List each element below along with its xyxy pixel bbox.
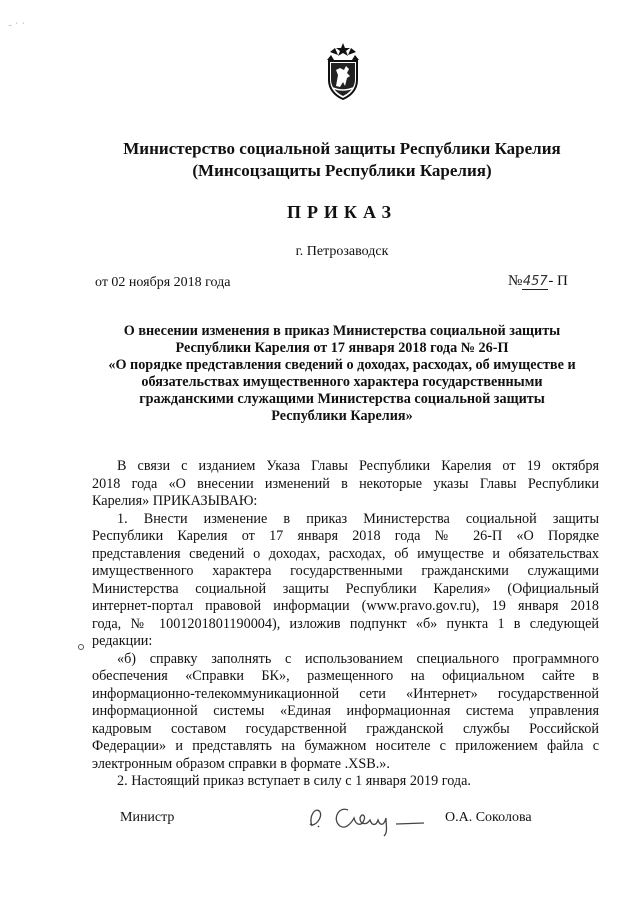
body-line: Республики Карелия от 17 января 2018 года № 26-П «О Порядке	[92, 528, 599, 544]
order-body	[92, 458, 599, 791]
body-line: Карелия» ПРИКАЗЫВАЮ:	[92, 493, 258, 509]
body-line: электронным образом справки в формате .XSB.».	[92, 755, 390, 772]
karelia-coat-of-arms-icon	[323, 42, 363, 100]
subject-line: Республики Карелия от 17 января 2018 года № 26-П	[175, 340, 509, 356]
subject-line: Республики Карелия»	[271, 408, 413, 424]
body-line: информационной системы «Единая информационная система управления	[92, 703, 599, 719]
city: г. Петрозаводск	[295, 244, 389, 259]
body-line: интернет-портал правовой информации (www.pravo.gov.ru), 19 января 2018	[92, 598, 599, 614]
subject-line: гражданскими служащими Министерства социальной защиты	[139, 391, 545, 407]
body-line: редакции:	[92, 633, 153, 649]
ministry-name: Министерство социальной защиты Республики Карелия	[123, 139, 561, 158]
body-line: 2. Настоящий приказ вступает в силу с 1 января 2019 года.	[117, 773, 471, 789]
scan-dot-mark	[78, 644, 84, 650]
body-line: «б) справку заполнять с использованием специального программного	[117, 650, 599, 667]
order-number	[508, 273, 568, 290]
ministry-short-name: (Минсоцзащиты Республики Карелия)	[192, 161, 492, 180]
body-line: Министерства социальной защиты Республики Карелия» (Официальный	[92, 580, 599, 597]
body-line: 2018 года «О внесении изменений в некоторые указы Главы Республики	[92, 475, 599, 492]
order-number-prefix: №	[508, 273, 523, 289]
body-line: 1. Внести изменение в приказ Министерства социальной защиты	[117, 510, 599, 527]
subject-line: обязательствах имущественного характера государственными	[141, 374, 543, 390]
order-number-suffix: - П	[548, 273, 568, 289]
body-line: В связи с изданием Указа Главы Республики Карелия от 19 октября	[117, 458, 599, 474]
order-date: от 02 ноября 2018 года	[95, 275, 231, 290]
body-line: Федерации» и представлять на бумажном носителе с приложением файла с	[92, 738, 599, 754]
order-number-value: 457	[522, 274, 548, 289]
handwritten-signature	[300, 796, 430, 838]
body-line: года, № 1001201801190004), изложив подпункт «б» пункта 1 в следующей	[92, 615, 599, 632]
body-line: имущественного характера государственными гражданскими служащими	[92, 563, 599, 579]
signer-name: О.А. Соколова	[445, 810, 532, 825]
subject-line: О внесении изменения в приказ Министерства социальной защиты	[123, 323, 561, 339]
body-line: кадровым составом государственной гражданской службы Российской	[92, 720, 599, 737]
scan-corner-mark: ⁻ ˙ ˙	[8, 22, 26, 31]
body-line: представления сведений о доходах, расходах, об имуществе и обязательствах	[92, 545, 599, 562]
order-title: ПРИКАЗ	[286, 202, 398, 222]
body-line: информационно-телекоммуникационной сети «Интернет» государственной	[92, 685, 599, 702]
subject-line: «О порядке представления сведений о доходах, расходах, об имуществе и	[108, 357, 576, 373]
signer-position: Министр	[120, 810, 175, 825]
order-subject	[92, 323, 592, 425]
body-line: обеспечения «Справки БК», размещенного на официальном сайте в	[92, 668, 599, 684]
